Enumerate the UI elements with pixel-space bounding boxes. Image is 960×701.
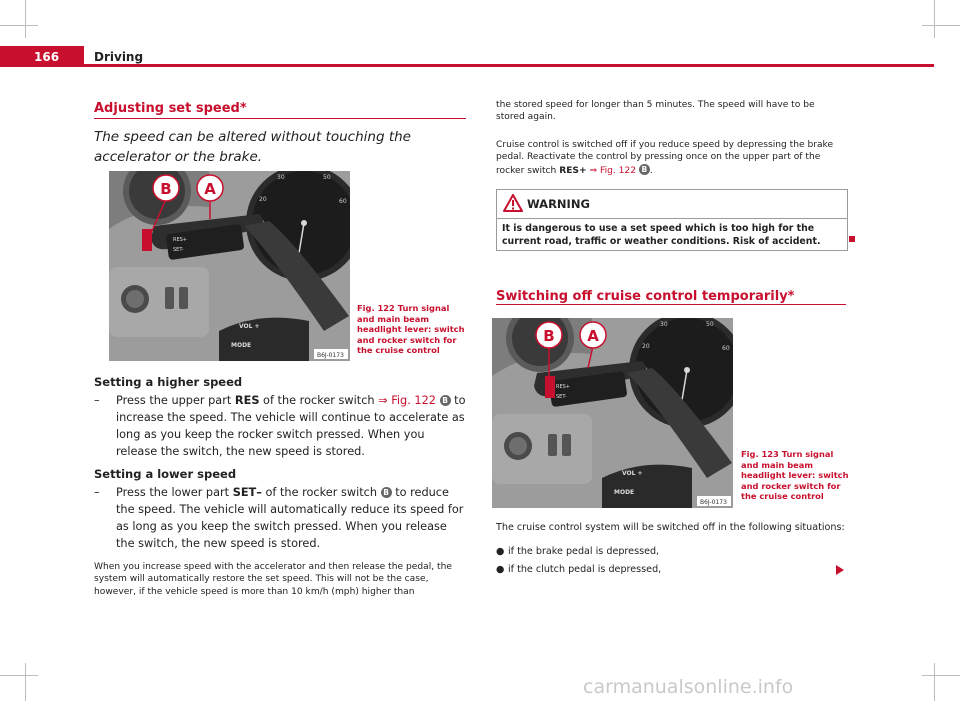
crop-mark: [25, 663, 26, 701]
crop-mark: [922, 675, 960, 676]
bullet-text: if the brake pedal is depressed,: [508, 546, 660, 557]
callout-a: A: [587, 327, 599, 345]
cruise-off-paragraph: Cruise control is switched off if you reduce speed by depressing the brake pedal. Reactivate the control by pressing once on the upper part of the rocker switch RES+ ⇒ Fig. 122 B .: [496, 140, 834, 176]
svg-text:20: 20: [259, 196, 267, 203]
warning-text: It is dangerous to use a set speed which is too high for the current road, traffic or weather conditions. Risk of accident.: [502, 223, 821, 247]
heading-rule: [496, 304, 846, 305]
figure-123-caption: Fig. 123 Turn signal and main beam headlight lever: switch and rocker switch for the cruise control: [741, 449, 849, 501]
figure-123: [492, 318, 733, 508]
crop-mark: [922, 25, 960, 26]
key-res: RES: [234, 394, 260, 407]
chapter-title: Driving: [94, 50, 144, 64]
bullet-text: if the clutch pedal is depressed,: [508, 564, 662, 575]
continued-paragraph: the stored speed for longer than 5 minutes. The speed will have to be stored again.: [496, 100, 815, 123]
figure-122: [109, 171, 350, 361]
warning-header: [497, 190, 847, 219]
bullet-dot: ●: [496, 564, 505, 575]
subheading-lower: Setting a lower speed: [94, 467, 237, 481]
note-paragraph: When you increase speed with the accelerator and then release the pedal, the system will automatically restore the set speed. This will not be the case, however, if the vehicle speed is more than 10 km/h (mph) higher than: [94, 562, 452, 597]
crop-mark: [934, 663, 935, 701]
stalk-label-set: SET-: [173, 247, 184, 253]
step-dash: –: [94, 394, 100, 407]
figure-122-caption: Fig. 122 Turn signal and main beam headlight lever: switch and rocker switch for the cruise control: [357, 303, 465, 355]
page-number: 166: [34, 50, 60, 64]
warning-title: WARNING: [527, 197, 590, 211]
svg-text:60: 60: [339, 198, 347, 205]
section-lead: The speed can be altered without touching the accelerator or the brake.: [94, 129, 411, 165]
svg-text:20: 20: [642, 343, 650, 350]
step-lower: [94, 484, 466, 554]
figure-122-drawing: [109, 171, 350, 361]
subheading-higher: Setting a higher speed: [94, 375, 243, 389]
crop-mark: [25, 0, 26, 38]
figure-code: B6J-0173: [700, 499, 727, 506]
svg-text:50: 50: [706, 321, 714, 328]
badge-b: B: [440, 395, 451, 406]
figure-code: B6J-0173: [317, 352, 344, 359]
stalk-label-res: RES+: [556, 384, 570, 390]
crop-mark: [0, 25, 38, 26]
figure-123-drawing: [492, 318, 733, 508]
callout-b: B: [160, 180, 172, 198]
callout-b: B: [543, 327, 555, 345]
figure-ref[interactable]: ⇒ Fig. 122: [378, 394, 436, 407]
stalk-label-set: SET-: [556, 394, 567, 400]
section-heading-adjusting: Adjusting set speed*: [94, 101, 247, 116]
badge-b: B: [639, 164, 650, 175]
crop-mark: [934, 0, 935, 38]
warning-triangle-icon: [503, 194, 523, 212]
heading-rule: [94, 118, 466, 119]
section-heading-switching-off: Switching off cruise control temporarily*: [496, 289, 795, 304]
key-set: SET–: [232, 486, 262, 499]
svg-text:30: 30: [660, 321, 668, 328]
step-text: Press the lower part SET– of the rocker switch B to reduce the speed. The vehicle will automatically reduce its speed for as long as you keep the switch pressed. When you release the switch, the new speed is stored.: [116, 486, 464, 550]
continue-arrow-icon: [836, 565, 844, 575]
step-higher: [94, 392, 466, 462]
watermark: carmanualsonline.info: [583, 676, 794, 698]
svg-text:MODE: MODE: [614, 489, 635, 496]
step-dash: –: [94, 486, 100, 499]
badge-b: B: [381, 487, 392, 498]
warning-box: [496, 189, 848, 251]
figure-ref[interactable]: ⇒ Fig. 122: [586, 165, 639, 176]
svg-text:60: 60: [722, 345, 730, 352]
svg-text:VOL +: VOL +: [622, 470, 643, 477]
callout-a: A: [204, 180, 216, 198]
intro-paragraph: The cruise control system will be switched off in the following situations:: [496, 522, 845, 533]
step-text: Press the upper part RES of the rocker switch ⇒ Fig. 122 B to increase the speed. The vehicle will continue to accelerate as long as you keep the rocker switch pressed. When you release the switch, the new speed is stored.: [116, 394, 466, 458]
bullet-dot: ●: [496, 546, 505, 557]
svg-text:30: 30: [277, 174, 285, 181]
svg-text:MODE: MODE: [231, 342, 252, 349]
header-rule: [0, 64, 934, 67]
svg-text:50: 50: [323, 174, 331, 181]
stalk-label-res: RES+: [173, 237, 187, 243]
svg-text:VOL +: VOL +: [239, 323, 260, 330]
section-end-marker: [849, 236, 855, 242]
key-res-plus: RES+: [559, 165, 587, 176]
crop-mark: [0, 675, 38, 676]
